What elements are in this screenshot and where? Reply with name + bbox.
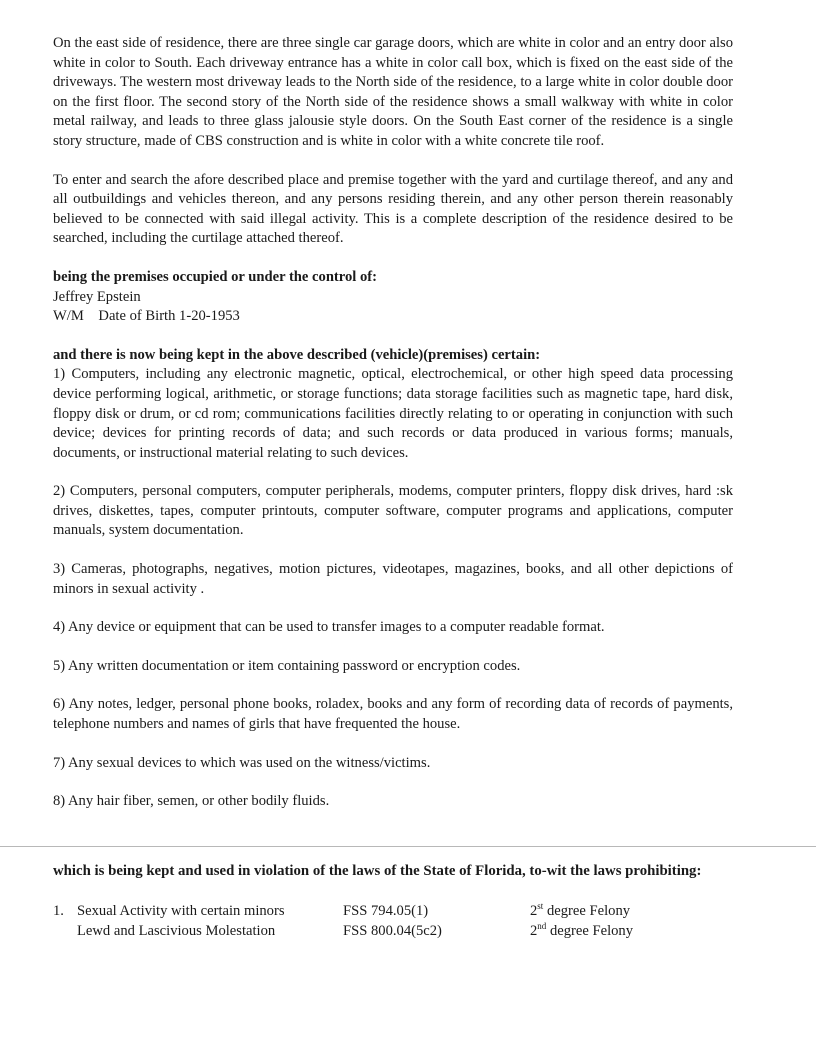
list-item: 4) Any device or equipment that can be used to transfer images to a computer readable format. bbox=[53, 619, 605, 636]
list-item: 6) Any notes, ledger, personal phone books, roladex, books and any form of recording data of records of payments, telephone numbers and names of girls that have frequented the house. bbox=[53, 696, 733, 733]
occupant-name: Jeffrey Epstein bbox=[53, 288, 141, 305]
offense: Lewd and Lascivious Molestation bbox=[77, 923, 276, 939]
occupant-heading: being the premises occupied or under the control of: bbox=[53, 268, 378, 285]
statute-code: FSS 794.05(1) bbox=[343, 903, 429, 919]
section-divider bbox=[0, 846, 816, 847]
document-page bbox=[53, 34, 733, 831]
statute-table bbox=[53, 902, 680, 942]
table-row bbox=[53, 902, 680, 922]
residence-description: On the east side of residence, there are three single car garage doors, which are white in color and an entry door also white in color to South. Each driveway entrance has a white in color call box, which is fixed on the east side of the driveways. The western most driveway leads to the North side of the residence, to a large white in color double door on the first floor. The second story of the North side of the residence shows a small walkway with white in color metal railway, and leads to three glass jalousie style doors. On the South East corner of the residence is a single story structure, made of CBS construction and is white in color with a white concrete tile roof. bbox=[53, 35, 733, 149]
degree-ordinal: nd bbox=[537, 921, 547, 932]
table-row bbox=[53, 922, 680, 942]
degree-number: 2 bbox=[530, 903, 538, 919]
list-item: 8) Any hair fiber, semen, or other bodily fluids. bbox=[53, 793, 330, 810]
row-number bbox=[53, 922, 77, 942]
row-number: 1. bbox=[53, 903, 64, 919]
degree-number: 2 bbox=[530, 923, 538, 939]
items-heading: and there is now being kept in the above described (vehicle)(premises) certain: bbox=[53, 346, 541, 363]
degree-ordinal: st bbox=[537, 901, 544, 912]
list-item: 5) Any written documentation or item containing password or encryption codes. bbox=[53, 657, 521, 674]
felony-degree bbox=[530, 902, 680, 922]
list-item: 2) Computers, personal computers, computer peripherals, modems, computer printers, floppy disk drives, hard :sk drives, diskettes, tapes, computer printouts, computer software, computer programs and applications, computer manuals, system documentation. bbox=[53, 483, 733, 539]
statute-code: FSS 800.04(5c2) bbox=[343, 923, 442, 939]
felony-degree bbox=[530, 922, 680, 942]
degree-text: degree Felony bbox=[543, 903, 631, 919]
list-item: 7) Any sexual devices to which was used on the witness/victims. bbox=[53, 754, 431, 771]
list-item: 1) Computers, including any electronic magnetic, optical, electrochemical, or other high speed data processing device performing logical, arithmetic, or storage functions; data storage facilities such as magnetic tape, hard disk, floppy disk or drum, or cd rom; communications facilities directly relating to or operating in conjunction with such device; devices for printing records of data; and such records or data produced in various forms; manuals, documents, or instructional material relating to such devices. bbox=[53, 366, 733, 461]
degree-text: degree Felony bbox=[546, 923, 634, 939]
violations-heading: which is being kept and used in violation of the laws of the State of Florida, to-wit the laws prohibiting: bbox=[53, 863, 702, 879]
occupant-details: W/M Date of Birth 1-20-1953 bbox=[53, 308, 240, 325]
list-item: 3) Cameras, photographs, negatives, motion pictures, videotapes, magazines, books, and all other depictions of minors in sexual activity . bbox=[53, 561, 733, 597]
search-scope: To enter and search the afore described place and premise together with the yard and curtilage thereof, and any and all outbuildings and vehicles thereon, and any persons residing therein, and any other person therein reasonably believed to be connected with said illegal activity. This is a complete description of the residence desired to be searched, including the curtilage attached thereof. bbox=[53, 171, 733, 247]
offense: Sexual Activity with certain minors bbox=[77, 903, 285, 919]
